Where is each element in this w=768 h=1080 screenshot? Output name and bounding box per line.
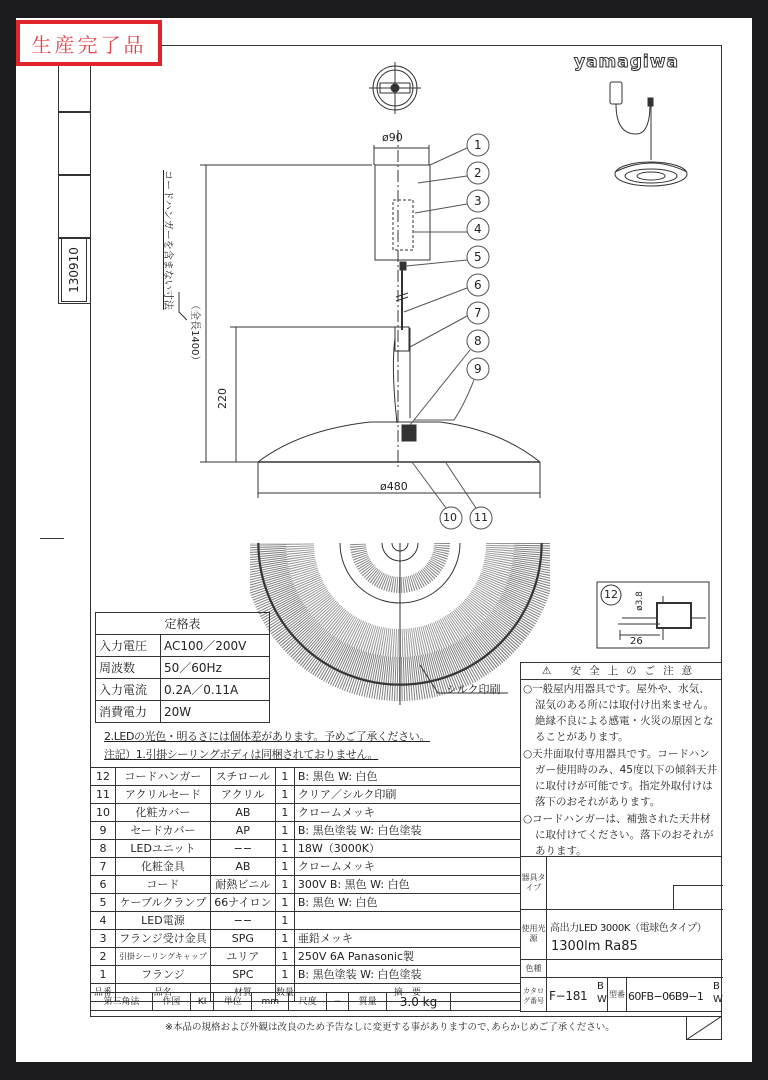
note-1: 注記）1.引掛シーリングボディは同梱されておりません。 — [104, 748, 379, 761]
part-material: スチロール — [210, 768, 275, 786]
parts-table — [90, 767, 521, 1002]
weight-value: 3.0 kg — [387, 993, 451, 1011]
drawn-label: 作図 — [153, 993, 191, 1011]
safety-item: ○コードハンガーは、補強された天井材に取付けてください。落下のおそれがあります。 — [523, 813, 714, 857]
part-name: ケーブルクランプ — [116, 894, 211, 912]
detail-hole-dim: ø3.8 — [634, 591, 645, 611]
color-label: 色種 — [525, 964, 542, 973]
divider — [547, 909, 723, 910]
part-remark — [294, 912, 520, 930]
header-qty: 数量 — [275, 984, 294, 1002]
safety-title: ⚠ 安全上のご注意 — [521, 663, 721, 680]
unit-value: mm — [252, 993, 289, 1011]
side-view — [179, 130, 540, 498]
model-variant-b: B — [713, 981, 720, 992]
balloon-12: 12 — [604, 588, 618, 601]
detail-length-dim: 26 — [630, 636, 643, 647]
footer-disclaimer: ※本品の規格および外観は改良のため予告なしに変更する事がありますので､あらかじめご了承ください｡ — [165, 1022, 610, 1033]
safety-notice — [520, 662, 722, 857]
document-code: 130910 — [61, 238, 87, 302]
fixture-type-box — [673, 885, 723, 910]
parts-row — [91, 822, 521, 840]
part-number: 1 — [91, 966, 116, 984]
fixture-type-label: 器具タイプ — [521, 873, 546, 892]
parts-row — [91, 768, 521, 786]
balloon-4: 4 — [474, 222, 482, 236]
part-name: LEDユニット — [116, 840, 211, 858]
part-number: 12 — [91, 768, 116, 786]
parts-row — [91, 804, 521, 822]
part-qty: 1 — [275, 966, 294, 984]
part-qty: 1 — [275, 930, 294, 948]
part-remark: 250V 6A Panasonic製 — [294, 948, 520, 966]
rating-label: 消費電力 — [96, 701, 161, 723]
silk-print-label: シルク印刷 — [446, 683, 501, 696]
projection-method: 第三角法 — [91, 993, 153, 1011]
part-remark: 18W（3000K） — [294, 840, 520, 858]
part-material: −− — [210, 912, 275, 930]
part-remark: クリア／シルク印刷 — [294, 786, 520, 804]
parts-row — [91, 966, 521, 984]
lamp-spec-line2: 1300lm Ra85 — [551, 939, 638, 954]
part-remark: クロームメッキ — [294, 858, 520, 876]
part-name: 引掛シーリングキャップ — [116, 948, 211, 966]
parts-row — [91, 948, 521, 966]
header-material: 材質 — [210, 984, 275, 1002]
part-material: 66ナイロン — [210, 894, 275, 912]
scale-value: − — [327, 993, 349, 1011]
header-name: 品名 — [116, 984, 211, 1002]
catalog-number: F−181 — [549, 989, 588, 1003]
drawn-by: KI — [190, 993, 214, 1011]
rating-value: 20W — [161, 701, 270, 723]
part-number: 4 — [91, 912, 116, 930]
part-material: AB — [210, 858, 275, 876]
parts-row — [91, 786, 521, 804]
rating-table-title: 定格表 — [96, 613, 270, 635]
parts-row — [91, 894, 521, 912]
part-material: −− — [210, 840, 275, 858]
rating-value: AC100／200V — [161, 635, 270, 657]
part-remark: 亜鉛メッキ — [294, 930, 520, 948]
revision-box — [686, 1016, 722, 1040]
part-qty: 1 — [275, 822, 294, 840]
model-label: 型番 — [609, 990, 625, 999]
total-length: （全長1400） — [189, 300, 200, 366]
part-material: アクリル — [210, 786, 275, 804]
divider — [547, 959, 723, 960]
parts-row — [91, 912, 521, 930]
header-remark: 摘 要 — [294, 984, 520, 1002]
brand-logo: yamagiwa — [574, 52, 679, 72]
catalog-variant-w: W — [597, 994, 607, 1005]
header-no: 品番 — [91, 984, 116, 1002]
part-number: 11 — [91, 786, 116, 804]
part-qty: 1 — [275, 840, 294, 858]
canopy-diameter: ø90 — [382, 131, 403, 144]
balloon-2: 2 — [474, 166, 482, 180]
part-number: 8 — [91, 840, 116, 858]
part-remark: B: 黒色塗装 W: 白色塗装 — [294, 966, 520, 984]
safety-item: ○一般屋内用器具です。屋外や、水気、湿気のある所には取付け出来ません。絶縁不良による感電・火災の原因となることがあります。 — [523, 683, 715, 743]
balloon-9: 9 — [474, 362, 482, 376]
product-thumbnail — [610, 82, 687, 186]
balloon-3: 3 — [474, 194, 482, 208]
part-qty: 1 — [275, 894, 294, 912]
part-remark: B: 黒色 W: 白色 — [294, 768, 520, 786]
part-name: アクリルセード — [116, 786, 211, 804]
part-name: LED電源 — [116, 912, 211, 930]
scale-label: 尺度 — [289, 993, 327, 1011]
catalog-variant-b: B — [597, 981, 604, 992]
part-qty: 1 — [275, 912, 294, 930]
part-number: 9 — [91, 822, 116, 840]
part-remark: B: 黒色塗装 W: 白色塗装 — [294, 822, 520, 840]
hanger-note: コードハンガーを含まない寸法 — [162, 170, 173, 310]
part-name: コード — [116, 876, 211, 894]
catalog-label: カタログ番号 — [523, 987, 544, 1005]
balloon-10: 10 — [443, 511, 457, 524]
part-number: 6 — [91, 876, 116, 894]
part-remark: B: 黒色 W: 白色 — [294, 894, 520, 912]
rating-value: 50／60Hz — [161, 657, 270, 679]
part-material: SPC — [210, 966, 275, 984]
part-name: 化粧カバー — [116, 804, 211, 822]
model-number: 60FB−06B9−1 — [628, 990, 704, 1003]
part-qty: 1 — [275, 948, 294, 966]
part-remark: 300V B: 黒色 W: 白色 — [294, 876, 520, 894]
part-qty: 1 — [275, 786, 294, 804]
part-qty: 1 — [275, 768, 294, 786]
rating-table — [95, 612, 270, 723]
parts-row — [91, 876, 521, 894]
divider — [547, 977, 723, 978]
info-row — [90, 992, 521, 1011]
lamp-label: 使用光源 — [521, 924, 546, 943]
title-block — [520, 857, 722, 1012]
part-name: セードカバー — [116, 822, 211, 840]
weight-label: 質量 — [349, 993, 387, 1011]
part-qty: 1 — [275, 858, 294, 876]
part-name: フランジ受け金具 — [116, 930, 211, 948]
unit-label: 単位 — [214, 993, 252, 1011]
parts-row — [91, 930, 521, 948]
part-material: AB — [210, 804, 275, 822]
canopy-top-view — [369, 62, 421, 114]
part-name: フランジ — [116, 966, 211, 984]
part-number: 7 — [91, 858, 116, 876]
part-material: ユリア — [210, 948, 275, 966]
parts-row — [91, 858, 521, 876]
shade-height: 220 — [216, 388, 229, 409]
blank-cell — [451, 993, 521, 1011]
part-qty: 1 — [275, 876, 294, 894]
note-2: 2.LEDの光色・明るさには個体差があります。予めご了承ください。 — [104, 730, 430, 743]
part-number: 10 — [91, 804, 116, 822]
balloon-8: 8 — [474, 334, 482, 348]
part-remark: クロームメッキ — [294, 804, 520, 822]
part-number: 3 — [91, 930, 116, 948]
part-material: 耐熱ビニル — [210, 876, 275, 894]
rating-label: 周波数 — [96, 657, 161, 679]
lamp-spec-line1: 高出力LED 3000K（電球色タイプ） — [550, 923, 707, 934]
rating-label: 入力電流 — [96, 679, 161, 701]
part-material: SPG — [210, 930, 275, 948]
parts-row — [91, 840, 521, 858]
rating-value: 0.2A／0.11A — [161, 679, 270, 701]
safety-item: ○天井面取付専用器具です。コードハンガー使用時のみ、45度以下の傾斜天井に取付けが可能です。指定外取付けは落下のおそれがあります。 — [523, 748, 717, 808]
shade-bottom-view — [258, 401, 542, 705]
shade-diameter: ø480 — [380, 480, 408, 493]
balloon-11: 11 — [474, 511, 488, 524]
part-number: 5 — [91, 894, 116, 912]
balloon-5: 5 — [474, 250, 482, 264]
discontinued-stamp: 生産完了品 — [16, 20, 162, 66]
part-name: コードハンガー — [116, 768, 211, 786]
balloon-1: 1 — [474, 138, 482, 152]
balloon-7: 7 — [474, 306, 482, 320]
model-variant-w: W — [713, 994, 723, 1005]
balloon-6: 6 — [474, 278, 482, 292]
part-material: AP — [210, 822, 275, 840]
part-number: 2 — [91, 948, 116, 966]
part-qty: 1 — [275, 804, 294, 822]
rating-label: 入力電圧 — [96, 635, 161, 657]
part-name: 化粧金具 — [116, 858, 211, 876]
